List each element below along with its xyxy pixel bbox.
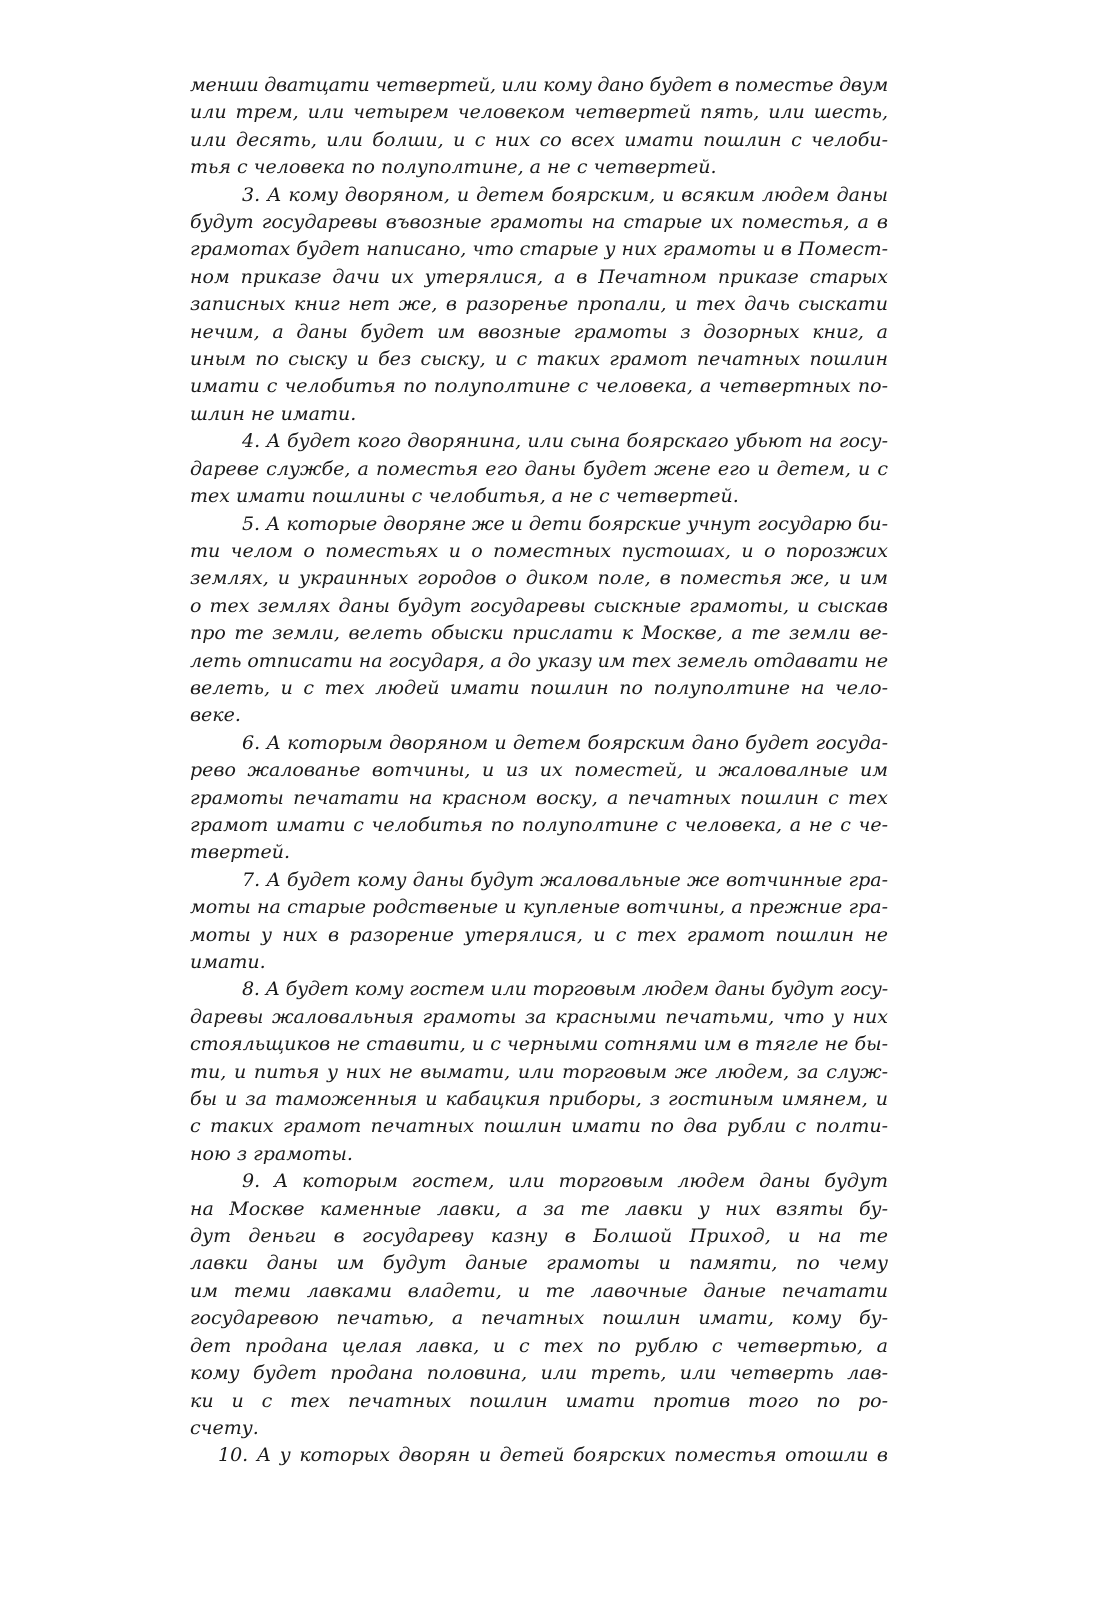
text-line: 6. А которым дворяном и детем боярским дано будет госуда-	[242, 731, 888, 754]
paragraph-4	[190, 428, 888, 510]
text-line: тья с человека по полуполтине, а не с четвертей.	[190, 156, 717, 179]
text-line: 7. А будет кому даны будут жаловальные же вотчинные гра-	[242, 868, 888, 891]
text-line: тех имати пошлины с челобитья, а не с четвертей.	[190, 485, 739, 508]
text-line: 9. А которым гостем, или торговым людем даны будут	[242, 1170, 888, 1193]
text-line: твертей.	[190, 841, 291, 864]
text-line: будут государевы въвозные грамоты на старые их поместья, а в	[190, 211, 888, 234]
text-line: дут деньги в государеву казну в Болшой Приход, и на те	[190, 1225, 888, 1248]
paragraph-3	[190, 182, 888, 429]
text-line: стояльщиков не ставити, и с черными сотнями им в тягле не бы-	[190, 1033, 888, 1056]
text-line: ном приказе дачи их утерялися, а в Печатном приказе старых	[190, 265, 888, 288]
text-line: записных книг нет же, в разоренье пропали, и тех дачь сыскати	[190, 293, 888, 316]
text-line: грамотах будет написано, что старые у них грамоты и в Помест-	[190, 238, 888, 261]
text-line: 3. А кому дворяном, и детем боярским, и всяким людем даны	[242, 183, 888, 206]
paragraph-5	[190, 511, 888, 730]
paragraph-8	[190, 976, 888, 1168]
text-line: ти челом о поместьях и о поместных пустошах, и о порозжих	[190, 539, 888, 562]
text-line: веке.	[190, 704, 241, 727]
paragraph-10	[190, 1442, 888, 1469]
text-line: о тех землях даны будут государевы сыскные грамоты, и сыскав	[190, 594, 888, 617]
text-line: с таких грамот печатных пошлин имати по два рубли с полти-	[190, 1115, 888, 1138]
text-line: имати с челобитья по полуполтине с человека, а четвертных по-	[190, 375, 888, 398]
text-line: или трем, или четырем человеком четвертей пять, или шесть,	[190, 101, 888, 124]
text-line: ти, и питья у них не вымати, или торговым же людем, за служ-	[190, 1060, 888, 1083]
text-line: государевою печатью, а печатных пошлин имати, кому бу-	[190, 1307, 888, 1330]
text-line: про те земли, велеть обыски прислати к Москве, а те земли ве-	[190, 622, 888, 645]
text-line: нечим, а даны будет им ввозные грамоты з дозорных книг, а	[190, 320, 888, 343]
paragraph-7	[190, 867, 888, 977]
paragraph-6	[190, 730, 888, 867]
text-line: велеть, и с тех людей имати пошлин по полуполтине на чело-	[190, 676, 888, 699]
text-line: 4. А будет кого дворянина, или сына боярскаго убьют на госу-	[242, 430, 888, 453]
text-line: шлин не имати.	[190, 402, 357, 425]
text-line: лавки даны им будут даные грамоты и памяти, по чему	[190, 1252, 888, 1275]
paragraph-9	[190, 1168, 888, 1442]
text-line: иным по сыску и без сыску, и с таких грамот печатных пошлин	[190, 348, 888, 371]
paragraph-continuation	[190, 72, 888, 182]
text-line: 10. А у которых дворян и детей боярских поместья отошли в	[218, 1444, 888, 1467]
text-line: ною з грамоты.	[190, 1142, 353, 1165]
text-line: ки и с тех печатных пошлин имати против того по ро-	[190, 1389, 888, 1412]
text-line: кому будет продана половина, или треть, или четверть лав-	[190, 1362, 888, 1385]
text-line: моты у них в разорение утерялися, и с тех грамот пошлин не	[190, 923, 888, 946]
text-line: счету.	[190, 1416, 259, 1439]
text-line: менши дватцати четвертей, или кому дано будет в поместье двум	[190, 74, 888, 96]
text-line: имати.	[190, 951, 266, 973]
text-line: 5. А которые дворяне же и дети боярские учнут государю би-	[242, 512, 888, 535]
text-line: бы и за таможенныя и кабацкия приборы, з гостиным имянем, и	[190, 1088, 888, 1111]
text-line: грамоты печатати на красном воску, а печатных пошлин с тех	[190, 786, 888, 809]
text-line: грамот имати с челобитья по полуполтине с человека, а не с че-	[190, 813, 888, 836]
text-line: или десять, или болши, и с них со всех имати пошлин с челоби-	[190, 128, 888, 151]
text-line: им теми лавками владети, и те лавочные даные печатати	[190, 1279, 888, 1302]
text-line: даревы жаловальныя грамоты за красными печатьми, что у них	[190, 1005, 888, 1028]
text-line: дареве службе, а поместья его даны будет жене его и детем, и с	[190, 457, 888, 480]
text-line: дет продана целая лавка, и с тех по рублю с четвертью, а	[190, 1334, 888, 1357]
text-line: леть отписати на государя, а до указу им тех земель отдавати не	[190, 649, 888, 672]
text-line: землях, и украинных городов о диком поле, в поместья же, и им	[190, 567, 888, 590]
text-line: 8. А будет кому гостем или торговым людем даны будут госу-	[242, 978, 888, 1001]
text-line: моты на старые родственые и купленые вотчины, а прежние гра-	[190, 896, 888, 919]
text-line: рево жалованье вотчины, и из их поместей, и жаловалные им	[190, 759, 888, 782]
text-line: на Москве каменные лавки, а за те лавки у них взяты бу-	[190, 1197, 888, 1220]
document-page	[190, 72, 888, 1470]
